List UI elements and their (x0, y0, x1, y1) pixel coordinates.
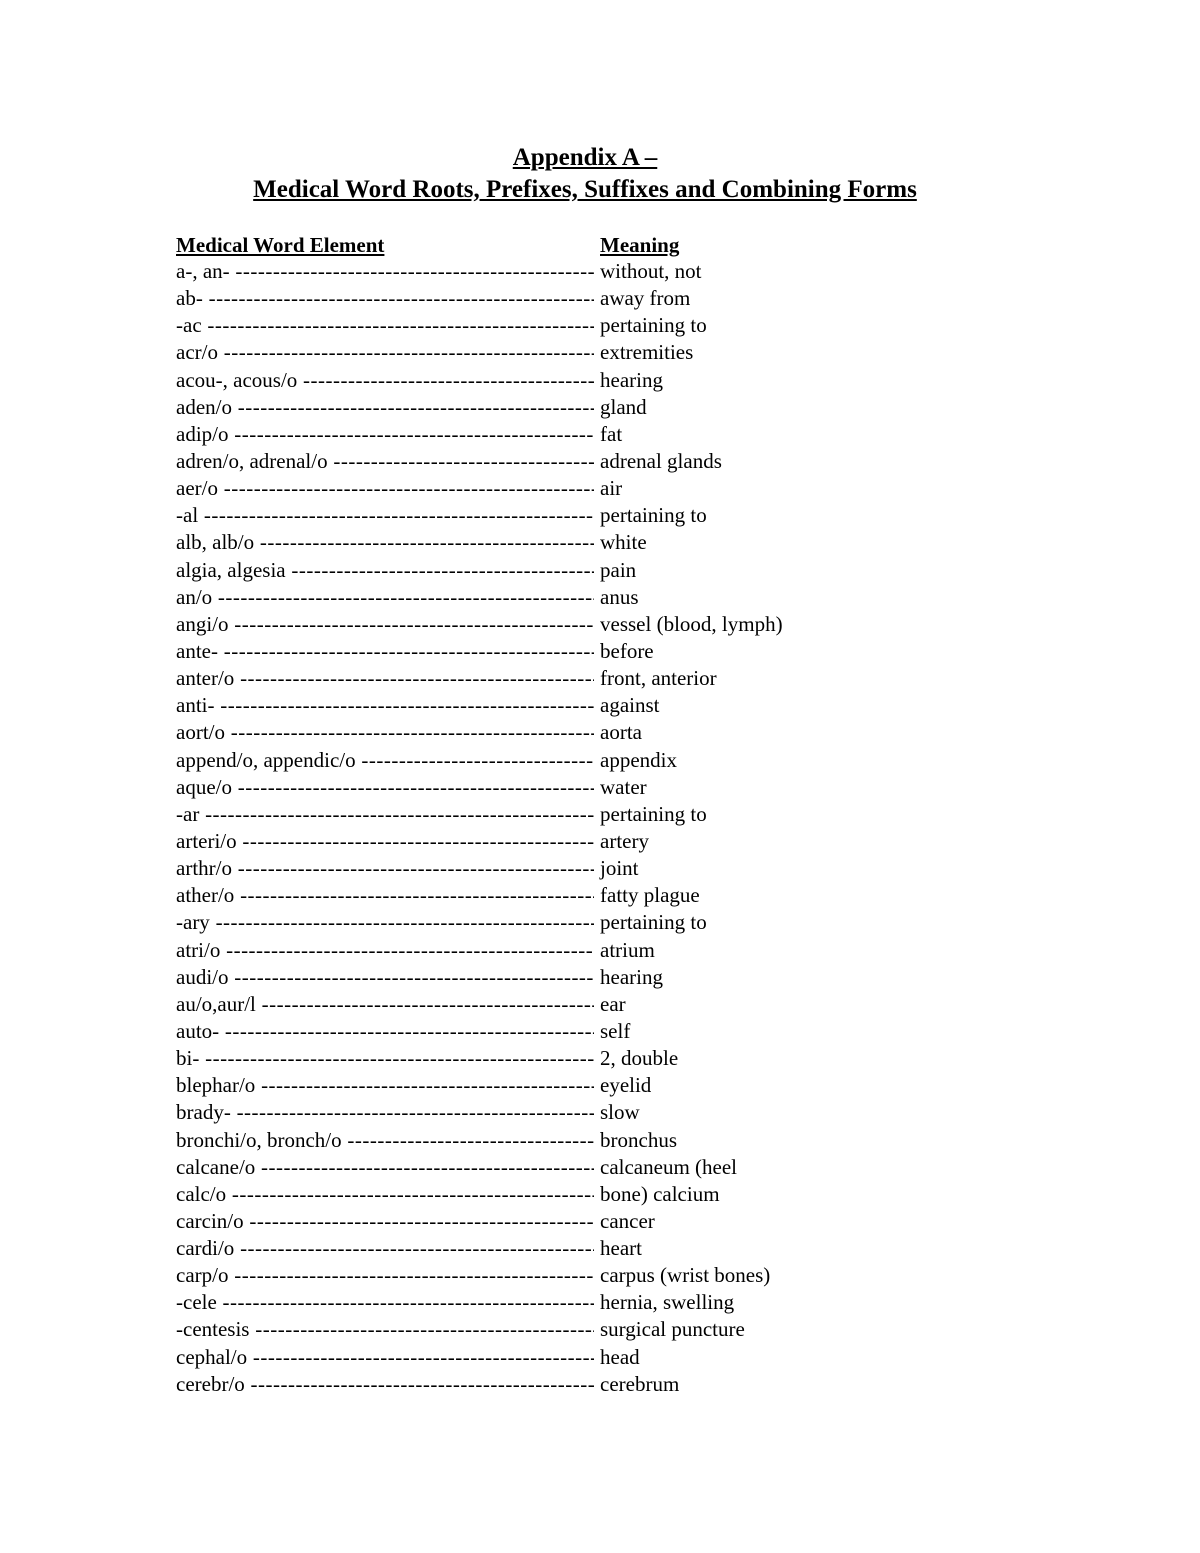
list-item (176, 828, 876, 855)
term-element: calc/o ----- (176, 1181, 594, 1208)
term-meaning: pain (600, 557, 637, 582)
term-meaning: water (600, 774, 647, 799)
list-item (176, 1262, 876, 1289)
term-element: cerebr/o ----- (176, 1371, 594, 1398)
term-meaning: atrium (600, 937, 655, 962)
term-element: blephar/o ----- (176, 1072, 594, 1099)
term-element: -al ----- (176, 502, 594, 529)
term-meaning: hearing (600, 964, 663, 989)
list-item (176, 909, 876, 936)
list-item (176, 394, 876, 421)
term-meaning: 2, double (600, 1046, 679, 1071)
list-item (176, 1099, 876, 1126)
term-element: alb, alb/o ----- (176, 529, 594, 556)
term-element: aden/o ----- (176, 394, 594, 421)
list-item (176, 855, 876, 882)
term-element: au/o,aur/l ----- (176, 991, 594, 1018)
term-meaning: extremities (600, 340, 694, 365)
term-element: append/o, appendic/o ----- (176, 747, 594, 774)
list-item (176, 1018, 876, 1045)
list-item (176, 475, 876, 502)
term-element: -ary ----- (176, 909, 594, 936)
list-item (176, 1072, 876, 1099)
term-meaning: self (600, 1018, 631, 1043)
term-element: a-, an- ----- (176, 258, 594, 285)
term-meaning: calcaneum (heel (600, 1154, 737, 1179)
term-element: an/o ----- (176, 584, 594, 611)
list-item (176, 991, 876, 1018)
term-meaning: adrenal glands (600, 448, 722, 473)
term-meaning: head (600, 1344, 640, 1369)
term-meaning: aorta (600, 720, 642, 745)
list-item (176, 719, 876, 746)
list-item (176, 1316, 876, 1343)
term-meaning: appendix (600, 747, 677, 772)
term-element: aer/o ----- (176, 475, 594, 502)
list-item (176, 692, 876, 719)
term-meaning: cancer (600, 1208, 655, 1233)
term-meaning: pertaining to (600, 503, 707, 528)
term-element: ab- ----- (176, 285, 594, 312)
term-element: -ac ----- (176, 312, 594, 339)
list-item (176, 448, 876, 475)
list-item (176, 312, 876, 339)
term-meaning: gland (600, 394, 647, 419)
list-item (176, 1181, 876, 1208)
list-item (176, 584, 876, 611)
list-item (176, 502, 876, 529)
term-element: bronchi/o, bronch/o ----- (176, 1127, 594, 1154)
term-element: auto- ----- (176, 1018, 594, 1045)
term-element: brady- ----- (176, 1099, 594, 1126)
term-meaning: without, not (600, 259, 702, 283)
list-item (176, 1045, 876, 1072)
term-meaning: eyelid (600, 1073, 652, 1098)
list-item (176, 258, 876, 285)
term-meaning: pertaining to (600, 313, 707, 338)
term-element: bi- ----- (176, 1045, 594, 1072)
term-element: arteri/o ----- (176, 828, 594, 855)
term-meaning: bronchus (600, 1127, 677, 1152)
term-element: algia, algesia ----- (176, 557, 594, 584)
term-element: calcane/o ----- (176, 1154, 594, 1181)
term-element: -ar ----- (176, 801, 594, 828)
list-item (176, 611, 876, 638)
title-line-1: Appendix A – (512, 144, 658, 171)
list-item (176, 1154, 876, 1181)
list-item (176, 638, 876, 665)
term-meaning: heart (600, 1236, 642, 1261)
list-item (176, 557, 876, 584)
list-item (176, 285, 876, 312)
term-meaning: fatty plague (600, 883, 700, 908)
term-meaning: fat (600, 421, 623, 446)
term-meaning: air (600, 476, 623, 501)
list-item (176, 964, 876, 991)
term-element: cardi/o ----- (176, 1235, 594, 1262)
list-item (176, 937, 876, 964)
term-meaning: against (600, 693, 660, 718)
term-element: ather/o ----- (176, 882, 594, 909)
term-meaning: pertaining to (600, 801, 707, 826)
term-element: acou-, acous/o ----- (176, 367, 594, 394)
term-element: adip/o ----- (176, 421, 594, 448)
list-item (176, 747, 876, 774)
term-meaning: carpus (wrist bones) (600, 1263, 771, 1288)
term-meaning: white (600, 530, 647, 555)
term-element: carp/o ----- (176, 1262, 594, 1289)
term-meaning: artery (600, 828, 649, 853)
header-meaning: Meaning (600, 233, 680, 257)
term-list (176, 258, 876, 1398)
term-meaning: bone) calcium (600, 1181, 720, 1206)
list-item (176, 1127, 876, 1154)
term-element: atri/o ----- (176, 937, 594, 964)
term-element: anti- ----- (176, 692, 594, 719)
term-meaning: surgical puncture (600, 1317, 745, 1342)
term-element: -cele ----- (176, 1289, 594, 1316)
term-meaning: ear (600, 991, 626, 1016)
term-meaning: slow (600, 1100, 640, 1125)
term-meaning: joint (600, 856, 639, 881)
term-meaning: pertaining to (600, 910, 707, 935)
term-meaning: anus (600, 584, 639, 609)
term-meaning: hearing (600, 367, 663, 392)
term-meaning: cerebrum (600, 1371, 680, 1396)
term-element: arthr/o ----- (176, 855, 594, 882)
term-meaning: vessel (blood, lymph) (600, 611, 783, 636)
list-item (176, 774, 876, 801)
list-item (176, 882, 876, 909)
list-item (176, 421, 876, 448)
term-element: angi/o ----- (176, 611, 594, 638)
term-meaning: before (600, 638, 654, 663)
term-element: cephal/o ----- (176, 1344, 594, 1371)
term-element: ante- ----- (176, 638, 594, 665)
term-element: adren/o, adrenal/o ----- (176, 448, 594, 475)
term-element: carcin/o ----- (176, 1208, 594, 1235)
term-element: -centesis ----- (176, 1316, 594, 1343)
list-item (176, 1235, 876, 1262)
list-item (176, 529, 876, 556)
list-item (176, 801, 876, 828)
term-meaning: away from (600, 286, 691, 311)
page-title (0, 142, 1170, 206)
term-element: aort/o ----- (176, 719, 594, 746)
term-meaning: hernia, swelling (600, 1290, 735, 1315)
list-item (176, 367, 876, 394)
title-line-2: Medical Word Roots, Prefixes, Suffixes and Combining Forms (253, 176, 917, 203)
term-element: anter/o ----- (176, 665, 594, 692)
list-item (176, 1344, 876, 1371)
term-meaning: front, anterior (600, 666, 717, 691)
term-element: aque/o ----- (176, 774, 594, 801)
term-element: acr/o ----- (176, 339, 594, 366)
list-item (176, 1208, 876, 1235)
list-item (176, 1289, 876, 1316)
header-medical-word-element: Medical Word Element (176, 233, 385, 257)
term-element: audi/o ----- (176, 964, 594, 991)
list-item (176, 665, 876, 692)
list-item (176, 339, 876, 366)
list-item (176, 1371, 876, 1398)
